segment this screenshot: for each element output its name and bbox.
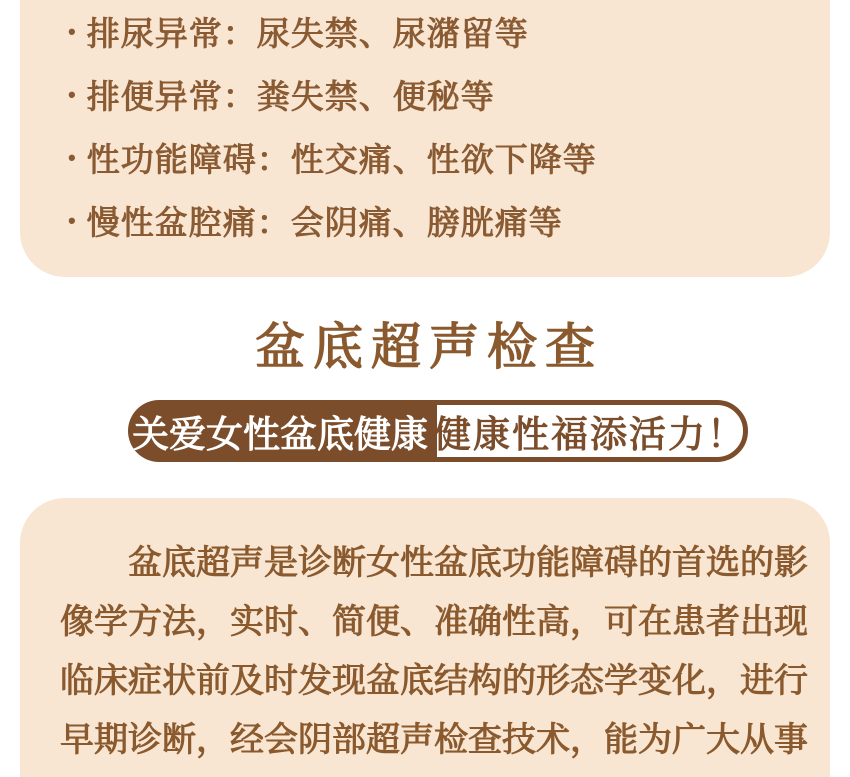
symptom-text: 排尿异常：尿失禁、尿潴留等: [86, 15, 529, 52]
intro-line: 盆底超声是诊断女性盆底功能障碍的首选的影: [128, 545, 808, 582]
list-item: [68, 63, 800, 126]
bullet-icon: •: [68, 207, 77, 233]
intro-line: 像学方法，实时、简便、准确性高，可在患者出现: [60, 604, 808, 641]
bullet-icon: •: [68, 144, 77, 170]
slogan-banner-right: 健康性福添活力！: [432, 400, 748, 462]
intro-line: 临床症状前及时发现盆底结构的形态学变化，进行: [60, 663, 808, 700]
symptom-text: 排便异常：粪失禁、便秘等: [86, 78, 495, 115]
list-item: [68, 189, 800, 252]
symptom-text: 性功能障碍：性交痛、性欲下降等: [86, 141, 597, 178]
list-item: [68, 126, 800, 189]
symptom-card: [20, 0, 830, 277]
symptom-text: 慢性盆腔痛：会阴痛、膀胱痛等: [86, 204, 563, 241]
symptom-list: [20, 0, 830, 252]
intro-line: 早期诊断，经会阴部超声检查技术，能为广大从事: [60, 722, 808, 759]
bullet-icon: •: [68, 81, 77, 107]
list-item: [68, 0, 800, 63]
slogan-banner-left: 关爱女性盆底健康: [128, 400, 432, 462]
intro-card: [20, 498, 830, 777]
bullet-icon: •: [68, 18, 77, 44]
intro-paragraph: [20, 498, 830, 770]
slogan-banner: [128, 400, 748, 462]
page-title: 盆底超声检查: [255, 319, 603, 375]
